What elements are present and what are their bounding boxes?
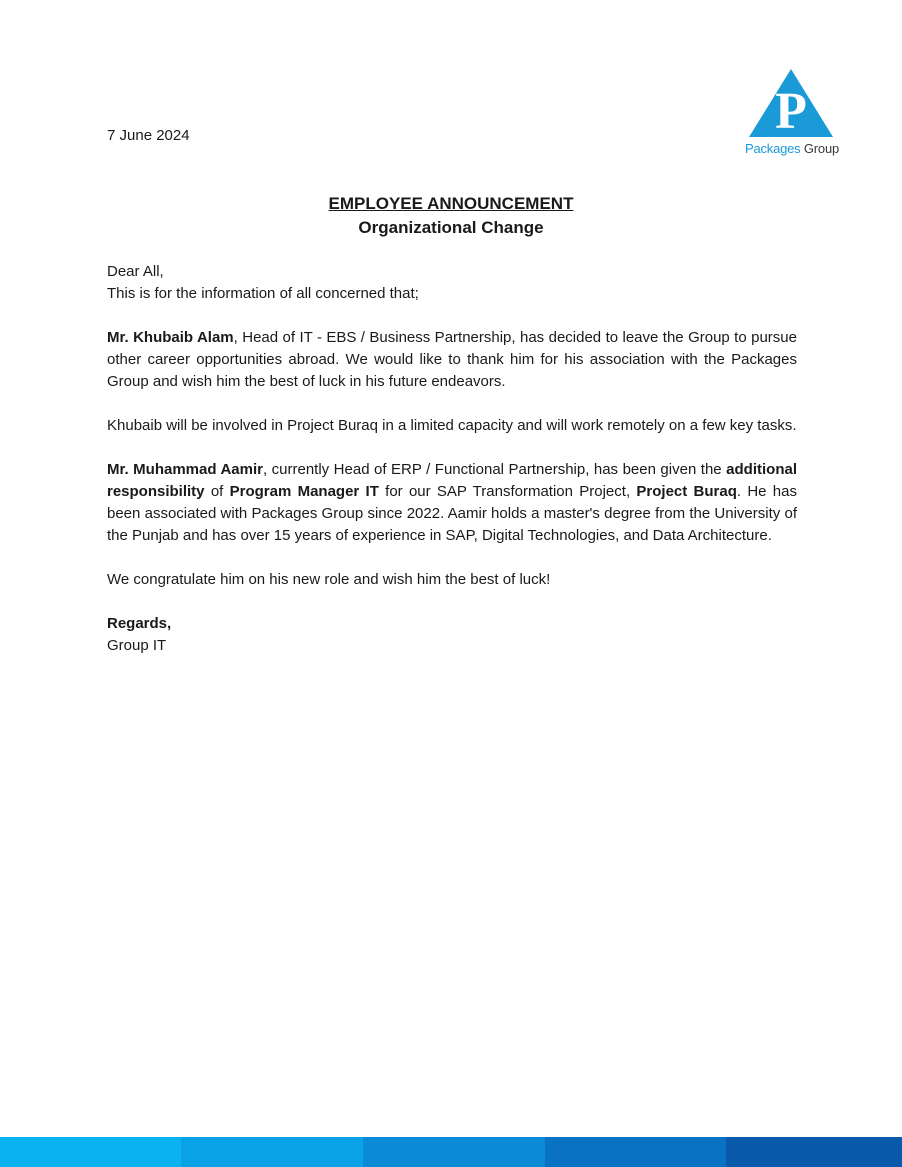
- logo-initial: P: [775, 83, 807, 140]
- packages-group-logo: [740, 68, 844, 158]
- paragraph-new-role: Mr. Muhammad Aamir, currently Head of ERP / Functional Partnership, has been given the additional responsibility of Program Manager IT for our SAP Transformation Project, Project Buraq. He has been associated with Packages Group since 2022. Aamir holds a master's degree from the University of the Punjab and has over 15 years of experience in SAP, Digital Technologies, and Data Architecture.: [107, 461, 797, 544]
- logo-word-group: Group: [803, 141, 840, 156]
- additional-responsibility: additional responsibility: [107, 461, 797, 500]
- regards: Regards,: [107, 615, 172, 632]
- footer-bar-segment: [181, 1137, 363, 1167]
- intro-line: This is for the information of all concerned that;: [107, 285, 419, 302]
- departing-employee-name: Mr. Khubaib Alam: [107, 329, 234, 346]
- logo-word-packages: Packages: [744, 141, 801, 156]
- project-name: Project Buraq: [636, 483, 737, 500]
- paragraph-project-involvement: Khubaib will be involved in Project Buraq in a limited capacity and will work remotely on a few key tasks.: [107, 417, 797, 434]
- announcement-heading: [0, 193, 902, 241]
- paragraph-departure: Mr. Khubaib Alam, Head of IT - EBS / Business Partnership, has decided to leave the Group to pursue other career opportunities abroad. We would like to thank him for his association with the Packages Group and wish him the best of luck in his future endeavors.: [107, 329, 797, 390]
- logo-triangle-icon: [740, 68, 844, 140]
- signature: Group IT: [107, 637, 167, 654]
- greeting: Dear All,: [107, 263, 164, 280]
- footer-color-bar: [0, 1137, 902, 1167]
- new-manager-name: Mr. Muhammad Aamir: [107, 461, 263, 478]
- announcement-title: EMPLOYEE ANNOUNCEMENT: [328, 194, 574, 213]
- announcement-subtitle: Organizational Change: [358, 218, 544, 237]
- footer-bar-segment: [726, 1137, 902, 1167]
- footer-bar-segment: [363, 1137, 545, 1167]
- footer-bar-segment: [0, 1137, 181, 1167]
- role-title: Program Manager IT: [229, 483, 379, 500]
- paragraph-congratulations: We congratulate him on his new role and wish him the best of luck!: [107, 571, 551, 588]
- letter-body: [107, 261, 797, 657]
- footer-bar-segment: [545, 1137, 726, 1167]
- logo-wordmark: [740, 141, 844, 156]
- letter-date: 7 June 2024: [107, 127, 190, 144]
